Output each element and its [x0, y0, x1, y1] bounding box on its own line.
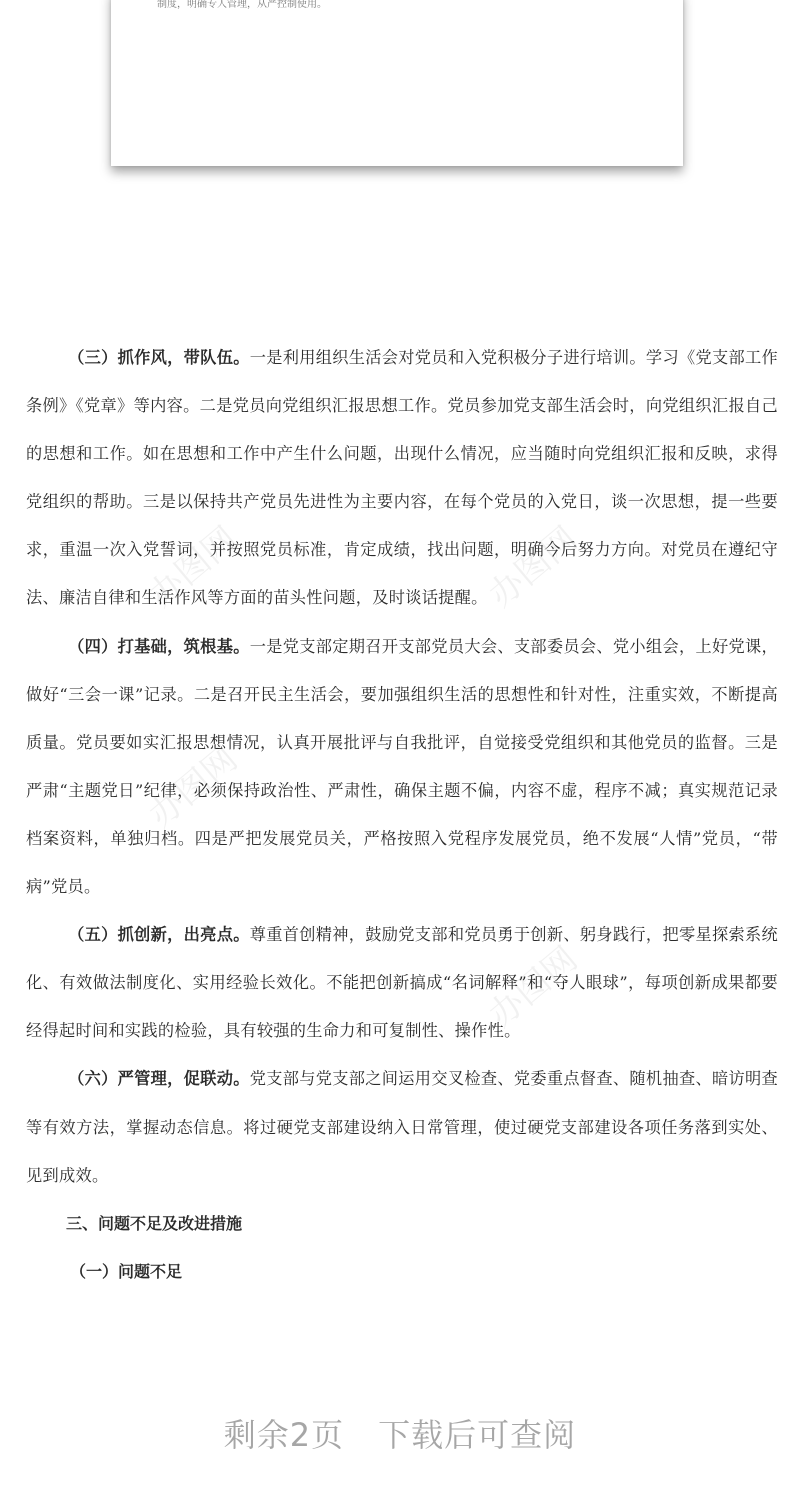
paragraph-management — [26, 1055, 778, 1199]
watermark: 办图网 — [141, 519, 246, 616]
paragraph-lead: （六）严管理，促联动。 — [68, 1069, 250, 1089]
remaining-pages-text: 剩余2页 — [223, 1416, 345, 1454]
paragraph-body: 一是利用组织生活会对党员和入党积极分子进行培训。学习《党支部工作条例》《党章》等内容。二是党员向党组织汇报思想工作。党员参加党支部生活会时，向党组织汇报自己的思想和工作。如在思想和工作中产生什么问题，出现什么情况，应当随时向党组织汇报和反映，求得党组织的帮助。三是以保持共产党员先进性为主要内容，在每个党员的入党日，谈一次思想，提一些要求，重温一次入党誓词，并按照党员标准，肯定成绩，找出问题，明确今后努力方向。对党员在遵纪守法、廉洁自律和生活作风等方面的苗头性问题，及时谈话提醒。 — [26, 348, 778, 608]
paragraph-lead: （三）抓作风，带队伍。 — [68, 348, 250, 367]
watermark: 办图网 — [141, 739, 246, 836]
previous-page-card — [111, 0, 683, 166]
watermark: 办图网 — [481, 939, 586, 1036]
paragraph-body: 党支部与党支部之间运用交叉检查、党委重点督查、随机抽查、暗访明查等有效方法，掌握动态信息。将过硬党支部建设纳入日常管理，使过硬党支部建设各项任务落到实处、见到成效。 — [26, 1069, 778, 1185]
download-to-view-text: 下载后可查阅 — [378, 1416, 577, 1454]
previous-page-tail-text: 制度，明确专人管理，从严控制使用。 — [157, 0, 327, 10]
paragraph-lead: （五）抓创新，出亮点。 — [68, 925, 250, 945]
section-heading: 三、问题不足及改进措施 — [66, 1213, 243, 1233]
watermark: 办图网 — [481, 519, 586, 616]
paragraph-innovation — [26, 911, 778, 1055]
paragraph-body: 一是党支部定期召开支部党员大会、支部委员会、党小组会，上好党课，做好“三会一课”记录。二是召开民主生活会，要加强组织生活的思想性和针对性，注重实效，不断提高质量。党员要如实汇报思想情况，认真开展批评与自我批评，自觉接受党组织和其他党员的监督。三是严肃“主题党日”纪律，必须保持政治性、严肃性，确保主题不偏，内容不虚，程序不减；真实规范记录档案资料，单独归档。四是严把发展党员关，严格按照入党程序发展党员，绝不发展“人情”党员，“带病”党员。 — [26, 636, 778, 897]
paragraph-lead: （四）打基础，筑根基。 — [68, 636, 250, 656]
paragraph-style — [26, 334, 778, 623]
document-body — [26, 334, 778, 1296]
paragraph-body: 尊重首创精神，鼓励党支部和党员勇于创新、躬身践行，把零星探索系统化、有效做法制度化、实用经验长效化。不能把创新搞成“名词解释”和“夺人眼球”，每项创新成果都要经得起时间和实践的检验，具有较强的生命力和可复制性、操作性。 — [26, 925, 778, 1041]
sub-heading: （一）问题不足 — [70, 1261, 183, 1281]
download-notice[interactable] — [0, 1410, 800, 1456]
paragraph-foundation — [26, 623, 778, 912]
